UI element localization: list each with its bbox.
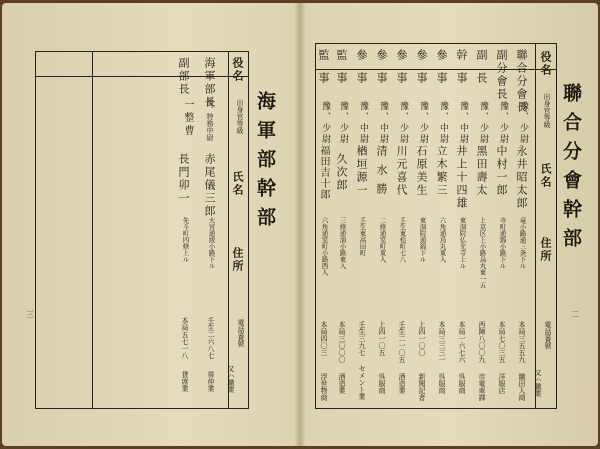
header-name: 氏名 [231, 171, 244, 197]
row-address: 竜小路通三条下ル [518, 217, 527, 269]
row-name: 立木繁三 [435, 145, 448, 197]
row-occupation: 貸席業 [181, 371, 189, 392]
row-address: 六角通烏丸東入 [438, 217, 447, 263]
header-phone: 電話番號 [237, 319, 245, 347]
row-phone: 壬生二六八七 [207, 317, 215, 359]
left-page [2, 3, 299, 446]
row-rank: 豫、中尉 [358, 101, 368, 145]
row-rank: 豫、中尉 [378, 101, 388, 145]
row-rank: 豫、中尉 [438, 101, 448, 145]
open-book-spread [2, 3, 598, 446]
row-rank: 豫、少尉 [320, 101, 330, 145]
row-occupation: 浮世物商 [320, 373, 328, 401]
row-role: 參事 [415, 49, 428, 95]
row-occupation: 呉服商 [438, 373, 446, 394]
header-rank: 出身官等級 [543, 93, 551, 128]
row-occupation: 呉服商 [458, 373, 466, 394]
row-phone: 本局五七一八 [181, 317, 189, 359]
header-phone: 電話番號 [544, 321, 552, 349]
row-address: 東洞院通錦下ル [418, 217, 427, 263]
header-address: 住所 [231, 247, 244, 273]
row-rank: 豫、少尉 [338, 101, 348, 145]
row-rank: 豫、少尉 [418, 101, 428, 145]
right-page [303, 3, 598, 446]
row-address: 六角通室町小路西入 [320, 217, 329, 276]
row-role: 監事 [335, 49, 348, 95]
row-rank: 一整曹 [182, 99, 193, 138]
row-role: 副分會長 [495, 49, 508, 101]
header-rank: 出身官等級 [236, 99, 244, 134]
row-rank: 豫、中尉 [458, 101, 468, 145]
row-address: 壬生東桧町七八 [398, 217, 407, 263]
header-occupation: 又ハ職業 [534, 369, 542, 397]
row-phone: 本局三三三一 [438, 321, 446, 363]
row-name: 久次郎 [335, 153, 348, 192]
row-name: 清水勝 [375, 145, 388, 202]
row-address: 三條通油小路東入 [338, 217, 347, 269]
left-page-title: 海軍部幹部 [254, 91, 276, 236]
row-role: 參事 [355, 49, 368, 95]
row-role: 參事 [375, 49, 388, 95]
row-role: 參事 [395, 49, 408, 95]
left-table [35, 51, 249, 409]
row-occupation: 帯仲業 [207, 371, 215, 392]
row-role: 幹事 [455, 49, 468, 95]
row-occupation: 新聞記者 [418, 373, 426, 401]
row-occupation: 酒造業 [398, 373, 406, 394]
row-name: 永井昭太郎 [515, 145, 528, 210]
row-occupation: セメント業 [358, 365, 366, 400]
row-occupation: 酒造業 [338, 373, 346, 394]
row-role: 監事 [317, 49, 330, 95]
header-position: 役名 [539, 51, 552, 77]
row-occupation: 織田人商 [518, 373, 526, 401]
row-rank: 豫、少尉 [518, 101, 528, 145]
row-role: 海軍部長 [203, 57, 216, 109]
row-role: 副部長 [177, 57, 190, 96]
row-address: 二條通室町東入 [378, 217, 387, 263]
row-rank: 豫、特務中尉 [206, 99, 214, 141]
header-occupation: 又ハ職業 [227, 365, 235, 393]
header-position: 役名 [231, 57, 244, 83]
row-rank: 豫、少尉 [498, 101, 508, 145]
row-role: 聯合分會長 [515, 49, 528, 114]
row-role: 參事 [435, 49, 448, 95]
row-address: 壬生東高田町 [358, 217, 367, 256]
row-address: 東洞院仏光寺上ル [458, 217, 467, 269]
row-name: 楢垣源一 [355, 145, 368, 197]
row-phone: 壬生三九七 [358, 321, 366, 356]
row-phone: 本局三〇〇〇 [338, 321, 346, 363]
header-name: 氏名 [539, 163, 552, 189]
row-occupation: 市電車課 [478, 373, 486, 401]
row-phone: 西陣八〇〇九 [478, 321, 486, 363]
row-name: 井上十四雄 [455, 145, 468, 210]
left-page-number: 三 [26, 310, 34, 319]
row-name: 黑田壽太 [475, 145, 488, 197]
row-address: 先斗町四條上ル [181, 217, 190, 263]
row-name: 石原美生 [415, 145, 428, 197]
right-page-title: 聯合分會幹部 [560, 83, 582, 257]
row-name: 中村一郎 [495, 145, 508, 197]
row-role: 副長 [475, 49, 488, 95]
row-address: 上京区上小路烏丸東一五 [478, 217, 487, 289]
row-name: 赤尾儀三郎 [203, 153, 216, 218]
row-name: 長門卯一 [177, 153, 190, 205]
row-address: 寺町通錦小路下ル [498, 217, 507, 269]
row-phone: 本局一六七六 [458, 321, 466, 363]
right-page-number: 二 [571, 310, 579, 319]
row-rank: 豫、少尉 [478, 101, 488, 145]
header-address: 住所 [539, 237, 552, 263]
row-phone: 壬生二一〇五 [398, 321, 406, 363]
row-phone: 上四一〇五 [378, 321, 386, 356]
row-occupation: 洋服店 [498, 373, 506, 394]
row-occupation: 呉服商 [378, 373, 386, 394]
row-name: 川元喜代 [395, 145, 408, 197]
row-address: 大宮通綾小路下ル [207, 217, 216, 269]
row-name: 福田吉十郎 [318, 145, 329, 200]
row-phone: 本局七〇三五 [498, 321, 506, 363]
row-phone: 上四一〇〇 [418, 321, 426, 356]
row-phone: 本局三五五九 [518, 321, 526, 363]
row-rank: 豫、少尉 [398, 101, 408, 145]
row-phone: 本局四〇三 [320, 321, 328, 356]
